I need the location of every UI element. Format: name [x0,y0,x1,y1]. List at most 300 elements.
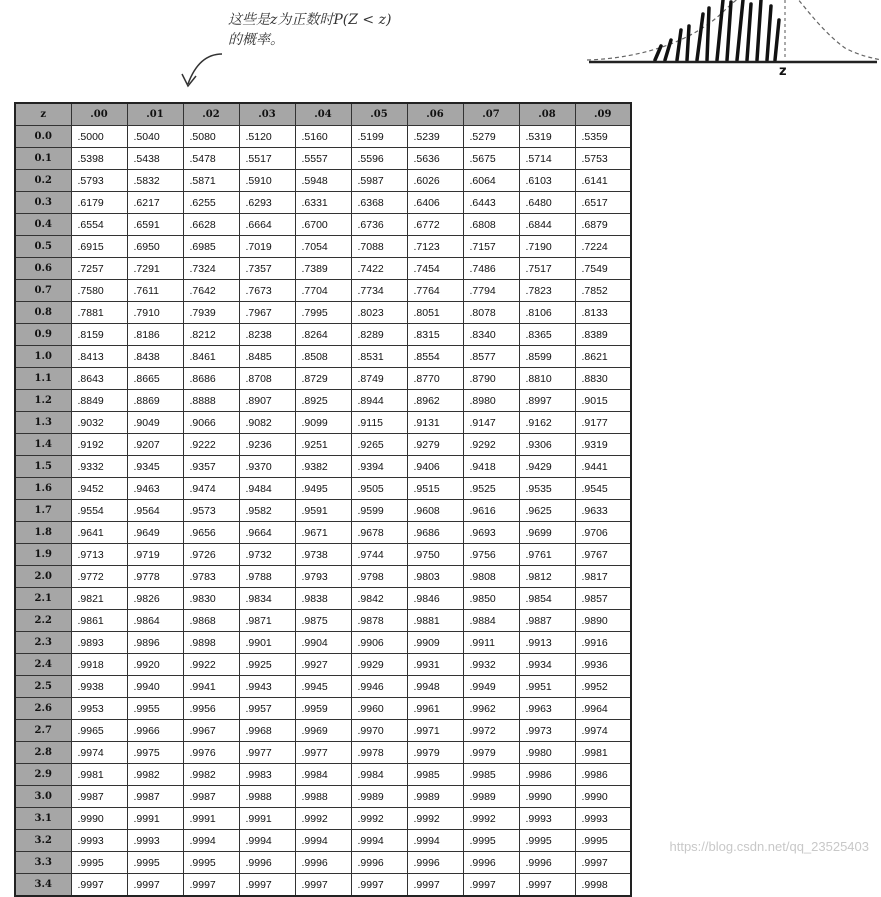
probability-cell: .6700 [295,214,351,236]
probability-cell: .6103 [519,170,575,192]
probability-cell: .9868 [183,610,239,632]
probability-cell: .9418 [463,456,519,478]
probability-cell: .8485 [239,346,295,368]
probability-cell: .9961 [407,698,463,720]
probability-cell: .9678 [351,522,407,544]
probability-cell: .9525 [463,478,519,500]
probability-cell: .9997 [407,874,463,897]
probability-cell: .9987 [127,786,183,808]
probability-cell: .7939 [183,302,239,324]
row-header-z: 3.1 [15,808,71,830]
row-header-z: 3.0 [15,786,71,808]
row-header-z: 1.7 [15,500,71,522]
probability-cell: .9817 [575,566,631,588]
probability-cell: .9994 [351,830,407,852]
probability-cell: .9918 [71,654,127,676]
table-row [15,522,631,544]
probability-cell: .9147 [463,412,519,434]
row-header-z: 1.2 [15,390,71,412]
row-header-z: 2.6 [15,698,71,720]
probability-cell: .8849 [71,390,127,412]
probability-cell: .9990 [71,808,127,830]
probability-cell: .5239 [407,126,463,148]
table-row [15,368,631,390]
probability-cell: .9989 [463,786,519,808]
row-header-z: 1.5 [15,456,71,478]
probability-cell: .9955 [127,698,183,720]
probability-cell: .5832 [127,170,183,192]
probability-cell: .9838 [295,588,351,610]
probability-cell: .6628 [183,214,239,236]
probability-cell: .5793 [71,170,127,192]
column-header: .07 [463,103,519,126]
table-row [15,148,631,170]
probability-cell: .9904 [295,632,351,654]
row-header-z: 0.7 [15,280,71,302]
probability-cell: .8686 [183,368,239,390]
probability-cell: .9980 [519,742,575,764]
probability-cell: .9625 [519,500,575,522]
probability-cell: .9979 [407,742,463,764]
probability-cell: .9881 [407,610,463,632]
probability-cell: .9994 [295,830,351,852]
table-row [15,676,631,698]
watermark: https://blog.csdn.net/qq_23525403 [669,839,869,854]
probability-cell: .9988 [295,786,351,808]
probability-cell: .9878 [351,610,407,632]
annotation-line-2: 的概率。 [228,32,284,48]
probability-cell: .9953 [71,698,127,720]
probability-cell: .9834 [239,588,295,610]
probability-cell: .9990 [519,786,575,808]
probability-cell: .5948 [295,170,351,192]
probability-cell: .9987 [183,786,239,808]
probability-cell: .9990 [575,786,631,808]
probability-cell: .9032 [71,412,127,434]
row-header-z: 1.3 [15,412,71,434]
probability-cell: .9901 [239,632,295,654]
probability-cell: .6808 [463,214,519,236]
annotation-line-1: 这些是z为正数时P(Z < z) [228,12,392,28]
probability-cell: .9893 [71,632,127,654]
probability-cell: .9292 [463,434,519,456]
probability-cell: .8238 [239,324,295,346]
column-header: .01 [127,103,183,126]
probability-cell: .9957 [239,698,295,720]
row-header-z: 2.7 [15,720,71,742]
probability-cell: .9850 [463,588,519,610]
probability-cell: .9979 [463,742,519,764]
probability-cell: .9981 [575,742,631,764]
probability-cell: .9857 [575,588,631,610]
column-header: .08 [519,103,575,126]
probability-cell: .9861 [71,610,127,632]
probability-cell: .5987 [351,170,407,192]
probability-cell: .7190 [519,236,575,258]
probability-cell: .5517 [239,148,295,170]
probability-cell: .8413 [71,346,127,368]
probability-cell: .9693 [463,522,519,544]
probability-cell: .7673 [239,280,295,302]
row-header-z: 2.3 [15,632,71,654]
probability-cell: .9965 [71,720,127,742]
probability-cell: .9936 [575,654,631,676]
probability-cell: .7257 [71,258,127,280]
probability-cell: .9394 [351,456,407,478]
probability-cell: .7734 [351,280,407,302]
row-header-z: 1.6 [15,478,71,500]
probability-cell: .8643 [71,368,127,390]
probability-cell: .9932 [463,654,519,676]
probability-cell: .5557 [295,148,351,170]
probability-cell: .6985 [183,236,239,258]
probability-cell: .9649 [127,522,183,544]
table-row [15,390,631,412]
table-row [15,302,631,324]
probability-cell: .9996 [463,852,519,874]
probability-cell: .9846 [407,588,463,610]
probability-cell: .8830 [575,368,631,390]
probability-cell: .9974 [575,720,631,742]
probability-cell: .9974 [71,742,127,764]
row-header-z: 1.0 [15,346,71,368]
probability-cell: .9484 [239,478,295,500]
probability-cell: .9890 [575,610,631,632]
probability-cell: .9995 [463,830,519,852]
probability-cell: .9788 [239,566,295,588]
probability-cell: .5040 [127,126,183,148]
table-row [15,324,631,346]
table-row [15,566,631,588]
probability-cell: .9996 [351,852,407,874]
table-row [15,786,631,808]
probability-cell: .6064 [463,170,519,192]
probability-cell: .9306 [519,434,575,456]
probability-cell: .9995 [183,852,239,874]
probability-cell: .9370 [239,456,295,478]
probability-cell: .9686 [407,522,463,544]
probability-cell: .9916 [575,632,631,654]
table-row [15,874,631,897]
probability-cell: .9616 [463,500,519,522]
probability-cell: .8133 [575,302,631,324]
probability-cell: .9798 [351,566,407,588]
probability-cell: .8790 [463,368,519,390]
probability-cell: .9991 [183,808,239,830]
probability-cell: .9986 [575,764,631,786]
probability-cell: .6664 [239,214,295,236]
probability-cell: .8159 [71,324,127,346]
row-header-z: 2.8 [15,742,71,764]
probability-cell: .9535 [519,478,575,500]
row-header-z: 0.6 [15,258,71,280]
probability-cell: .9972 [463,720,519,742]
probability-cell: .7019 [239,236,295,258]
probability-cell: .8888 [183,390,239,412]
probability-cell: .9963 [519,698,575,720]
probability-cell: .7123 [407,236,463,258]
probability-cell: .9996 [239,852,295,874]
probability-cell: .9956 [183,698,239,720]
probability-cell: .9951 [519,676,575,698]
probability-cell: .9875 [295,610,351,632]
probability-cell: .9971 [407,720,463,742]
probability-cell: .9969 [295,720,351,742]
probability-cell: .9633 [575,500,631,522]
probability-cell: .9946 [351,676,407,698]
probability-cell: .9719 [127,544,183,566]
probability-cell: .9382 [295,456,351,478]
probability-cell: .9767 [575,544,631,566]
probability-cell: .8508 [295,346,351,368]
probability-cell: .9783 [183,566,239,588]
probability-cell: .9463 [127,478,183,500]
row-header-z: 2.0 [15,566,71,588]
probability-cell: .9772 [71,566,127,588]
probability-cell: .9995 [519,830,575,852]
probability-cell: .5120 [239,126,295,148]
probability-cell: .9927 [295,654,351,676]
probability-cell: .5438 [127,148,183,170]
probability-cell: .9871 [239,610,295,632]
probability-cell: .7422 [351,258,407,280]
bell-curve-illustration [585,0,881,70]
probability-cell: .9049 [127,412,183,434]
probability-cell: .5160 [295,126,351,148]
probability-cell: .9887 [519,610,575,632]
probability-cell: .9505 [351,478,407,500]
table-row [15,654,631,676]
probability-cell: .9406 [407,456,463,478]
row-header-z: 2.4 [15,654,71,676]
column-header: .00 [71,103,127,126]
table-row [15,434,631,456]
probability-cell: .7910 [127,302,183,324]
probability-cell: .9599 [351,500,407,522]
probability-cell: .9279 [407,434,463,456]
probability-cell: .9995 [71,852,127,874]
probability-cell: .9115 [351,412,407,434]
table-row [15,720,631,742]
probability-cell: .5675 [463,148,519,170]
column-header: .03 [239,103,295,126]
probability-cell: .9864 [127,610,183,632]
probability-cell: .9474 [183,478,239,500]
row-header-z: 0.4 [15,214,71,236]
table-row [15,412,631,434]
column-header: .09 [575,103,631,126]
probability-cell: .6844 [519,214,575,236]
probability-cell: .6772 [407,214,463,236]
probability-cell: .9778 [127,566,183,588]
probability-cell: .7357 [239,258,295,280]
table-row [15,588,631,610]
table-row [15,214,631,236]
probability-cell: .8106 [519,302,575,324]
probability-cell: .8980 [463,390,519,412]
probability-cell: .9983 [239,764,295,786]
probability-cell: .7486 [463,258,519,280]
row-header-z: 2.9 [15,764,71,786]
probability-cell: .7823 [519,280,575,302]
probability-cell: .9821 [71,588,127,610]
probability-cell: .6591 [127,214,183,236]
probability-cell: .9726 [183,544,239,566]
header-row [15,103,631,126]
probability-cell: .9913 [519,632,575,654]
probability-cell: .9925 [239,654,295,676]
row-header-z: 3.2 [15,830,71,852]
table-row [15,698,631,720]
probability-cell: .6293 [239,192,295,214]
corner-header: z [15,103,71,126]
probability-cell: .7389 [295,258,351,280]
probability-cell: .9970 [351,720,407,742]
row-header-z: 3.4 [15,874,71,897]
table-row [15,170,631,192]
probability-cell: .9664 [239,522,295,544]
probability-cell: .7995 [295,302,351,324]
probability-cell: .9699 [519,522,575,544]
probability-cell: .9995 [127,852,183,874]
row-header-z: 2.5 [15,676,71,698]
probability-cell: .9993 [127,830,183,852]
probability-cell: .9997 [183,874,239,897]
column-header: .02 [183,103,239,126]
probability-cell: .9909 [407,632,463,654]
probability-cell: .8264 [295,324,351,346]
probability-cell: .9991 [239,808,295,830]
probability-cell: .9997 [295,874,351,897]
probability-cell: .7642 [183,280,239,302]
probability-cell: .9997 [519,874,575,897]
probability-cell: .8023 [351,302,407,324]
probability-cell: .9994 [183,830,239,852]
z-axis-label: z [779,64,787,79]
table-row [15,742,631,764]
probability-cell: .9993 [575,808,631,830]
probability-cell: .5000 [71,126,127,148]
probability-cell: .5359 [575,126,631,148]
probability-cell: .9994 [239,830,295,852]
probability-cell: .9948 [407,676,463,698]
probability-cell: .9177 [575,412,631,434]
row-header-z: 1.1 [15,368,71,390]
probability-cell: .9884 [463,610,519,632]
probability-cell: .9738 [295,544,351,566]
table-row [15,236,631,258]
probability-cell: .9993 [71,830,127,852]
row-header-z: 2.1 [15,588,71,610]
probability-cell: .8810 [519,368,575,390]
probability-cell: .9896 [127,632,183,654]
probability-cell: .9992 [463,808,519,830]
probability-cell: .8729 [295,368,351,390]
table-row [15,610,631,632]
probability-cell: .9236 [239,434,295,456]
probability-cell: .9564 [127,500,183,522]
probability-cell: .8531 [351,346,407,368]
handwritten-annotation [228,10,391,50]
table-row [15,126,631,148]
probability-cell: .9997 [351,874,407,897]
row-header-z: 0.1 [15,148,71,170]
row-header-z: 0.2 [15,170,71,192]
probability-cell: .9984 [295,764,351,786]
probability-cell: .9854 [519,588,575,610]
probability-cell: .9911 [463,632,519,654]
probability-cell: .9608 [407,500,463,522]
probability-cell: .8577 [463,346,519,368]
hand-drawn-arrow-icon [178,48,228,94]
row-header-z: 1.4 [15,434,71,456]
probability-cell: .9656 [183,522,239,544]
probability-cell: .5636 [407,148,463,170]
z-score-table [14,102,632,897]
table-row [15,852,631,874]
probability-cell: .8289 [351,324,407,346]
probability-cell: .9981 [71,764,127,786]
table-row [15,346,631,368]
table-row [15,280,631,302]
probability-cell: .9989 [407,786,463,808]
table-row [15,808,631,830]
column-header: .04 [295,103,351,126]
probability-cell: .7580 [71,280,127,302]
probability-cell: .9985 [463,764,519,786]
probability-cell: .9251 [295,434,351,456]
probability-cell: .9966 [127,720,183,742]
table-header [15,103,631,126]
probability-cell: .6554 [71,214,127,236]
probability-cell: .9940 [127,676,183,698]
probability-cell: .9995 [575,830,631,852]
probability-cell: .8925 [295,390,351,412]
probability-cell: .7549 [575,258,631,280]
probability-cell: .9920 [127,654,183,676]
probability-cell: .9744 [351,544,407,566]
probability-cell: .9978 [351,742,407,764]
probability-cell: .8051 [407,302,463,324]
probability-cell: .9992 [407,808,463,830]
table-row [15,192,631,214]
probability-cell: .9993 [519,808,575,830]
probability-cell: .9973 [519,720,575,742]
probability-cell: .6879 [575,214,631,236]
probability-cell: .6443 [463,192,519,214]
table-row [15,456,631,478]
probability-cell: .9959 [295,698,351,720]
probability-cell: .6406 [407,192,463,214]
probability-cell: .6915 [71,236,127,258]
probability-cell: .9975 [127,742,183,764]
probability-cell: .8212 [183,324,239,346]
table-row [15,544,631,566]
table-row [15,258,631,280]
row-header-z: 1.9 [15,544,71,566]
probability-cell: .9996 [519,852,575,874]
probability-cell: .9429 [519,456,575,478]
probability-cell: .9931 [407,654,463,676]
probability-cell: .7852 [575,280,631,302]
probability-cell: .9945 [295,676,351,698]
probability-cell: .5199 [351,126,407,148]
probability-cell: .5319 [519,126,575,148]
probability-cell: .9756 [463,544,519,566]
probability-cell: .9319 [575,434,631,456]
probability-cell: .7967 [239,302,295,324]
probability-cell: .9573 [183,500,239,522]
